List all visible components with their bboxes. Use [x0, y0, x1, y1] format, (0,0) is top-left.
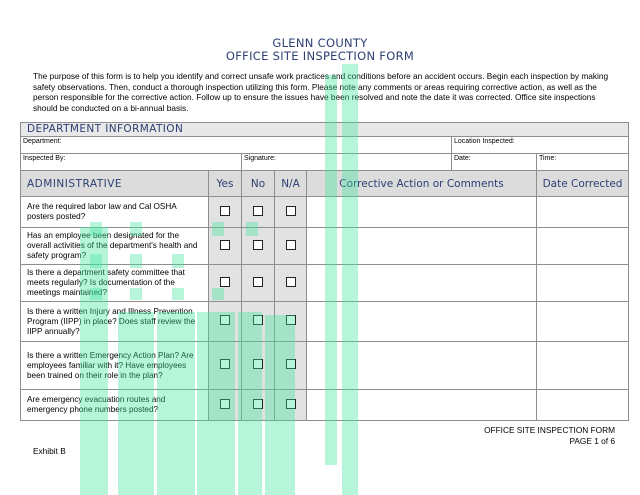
highlight-bar [246, 222, 258, 236]
location-label: Location Inspected: [454, 138, 515, 145]
highlight-bar [172, 288, 184, 300]
question-text: Is there a written Emergency Action Plan? Are employees familiar with it? Have employees been trained on their role in the plan? [21, 342, 209, 390]
highlight-bar [130, 222, 142, 236]
highlight-bar [118, 312, 154, 495]
form-title: OFFICE SITE INSPECTION FORM [225, 49, 415, 63]
highlight-bar [130, 288, 142, 300]
inspected-by-field[interactable] [21, 154, 242, 171]
question-text: Has an employee been designated for the overall activities of the department's health and safety program? [21, 228, 209, 265]
comments-cell[interactable] [307, 390, 537, 421]
no-header: No [242, 171, 275, 197]
question-text: Is there a department safety committee that meets regularly? Is documentation of the meetings maintained? [21, 265, 209, 302]
comments-cell[interactable] [307, 302, 537, 342]
date-corrected-cell[interactable] [537, 302, 629, 342]
yes-header: Yes [209, 171, 242, 197]
highlight-bar [172, 254, 184, 268]
date-corrected-cell[interactable] [537, 390, 629, 421]
intro-paragraph: The purpose of this form is to help you identify and correct unsafe work practices and conditions before an accident occurs. Begin each inspection by making safety observations. Then, conduct a thorough inspection utilizing this form. Please note any comments or areas requiring corrective action, as well as the person responsible for the corrective action. Follow up to ensure the issues have been resolved and note the date it was corrected. Office site inspections should be conducted on a bi-annual basis. [33, 71, 609, 113]
question-text: Are the required labor law and Cal OSHA posters posted? [21, 197, 209, 228]
date-label: Date: [454, 155, 471, 162]
no-checkbox[interactable] [253, 206, 263, 216]
na-checkbox[interactable] [286, 240, 296, 250]
time-field[interactable] [537, 154, 629, 171]
inspected-by-label: Inspected By: [23, 155, 66, 162]
yes-checkbox[interactable] [220, 277, 230, 287]
date-field[interactable] [452, 154, 537, 171]
highlight-bar [90, 288, 102, 300]
no-checkbox[interactable] [253, 240, 263, 250]
no-checkbox[interactable] [253, 277, 263, 287]
highlight-bar [197, 312, 235, 495]
exhibit-label: Exhibit B [33, 446, 66, 456]
highlight-bar [325, 75, 337, 465]
department-field[interactable] [21, 137, 452, 154]
department-info-heading: DEPARTMENT INFORMATION [21, 123, 629, 137]
na-header: N/A [275, 171, 307, 197]
comments-cell[interactable] [307, 342, 537, 390]
date-corrected-cell[interactable] [537, 342, 629, 390]
county-title: GLENN COUNTY [272, 36, 368, 50]
highlight-bar [342, 64, 358, 495]
yes-checkbox[interactable] [220, 206, 230, 216]
date-corrected-header: Date Corrected [537, 171, 629, 197]
department-label: Department: [23, 138, 62, 145]
comments-cell[interactable] [307, 265, 537, 302]
footer-page-number: PAGE 1 of 6 [569, 435, 615, 446]
comments-cell[interactable] [307, 197, 537, 228]
signature-label: Signature: [244, 155, 276, 162]
date-corrected-cell[interactable] [537, 197, 629, 228]
date-corrected-cell[interactable] [537, 228, 629, 265]
page-footer [484, 425, 615, 446]
comments-header: Corrective Action or Comments [307, 171, 537, 197]
location-field[interactable] [452, 137, 629, 154]
footer-form-name: OFFICE SITE INSPECTION FORM [484, 425, 615, 435]
question-text: Is there a written Injury and Illness Prevention Program (IIPP) in place? Does staff review the IIPP annually? [21, 302, 209, 342]
highlight-bar [212, 288, 224, 300]
highlight-bar [90, 222, 102, 236]
highlight-bar [212, 222, 224, 236]
highlight-bar [238, 312, 262, 495]
yes-checkbox[interactable] [220, 240, 230, 250]
na-checkbox[interactable] [286, 206, 296, 216]
time-label: Time: [539, 155, 557, 162]
date-corrected-cell[interactable] [537, 265, 629, 302]
highlight-bar [157, 312, 195, 495]
question-text: Are emergency evacuation routes and emergency phone numbers posted? [21, 390, 209, 421]
highlight-bar [90, 254, 102, 268]
highlight-bar [130, 254, 142, 268]
na-checkbox[interactable] [286, 277, 296, 287]
administrative-header: ADMINISTRATIVE [21, 171, 209, 197]
comments-cell[interactable] [307, 228, 537, 265]
highlight-bar [265, 315, 295, 495]
